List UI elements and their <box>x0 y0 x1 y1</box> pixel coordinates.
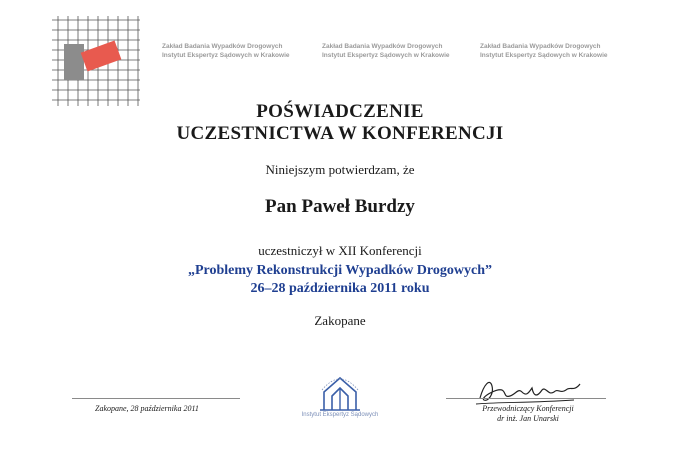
intro-text: Niniejszym potwierdzam, że <box>265 162 415 177</box>
institution-header-2 <box>322 42 472 60</box>
participation-text: uczestniczył w XII Konferencji <box>258 243 422 258</box>
institution-subtitle: Instytut Ekspertyz Sądowych w Krakowie <box>322 52 450 59</box>
institution-name: Zakład Badania Wypadków Drogowych <box>480 43 601 50</box>
place-date: Zakopane, 28 października 2011 <box>95 404 199 413</box>
institution-subtitle: Instytut Ekspertyz Sądowych w Krakowie <box>162 52 290 59</box>
conference-title: „Problemy Rekonstrukcji Wypadków Drogowych” <box>187 263 492 278</box>
certificate-title-line1: POŚWIADCZENIE <box>256 101 424 122</box>
signature-line <box>446 398 606 399</box>
conference-info <box>0 262 680 298</box>
institution-subtitle: Instytut Ekspertyz Sądowych w Krakowie <box>480 52 608 59</box>
signature-icon <box>470 374 588 408</box>
signer-role: Przewodniczący Konferencji <box>482 404 574 413</box>
conference-city: Zakopane <box>314 313 366 328</box>
signer-name: dr inż. Jan Unarski <box>497 414 559 423</box>
institute-emblem-icon <box>316 370 364 414</box>
date-line <box>72 398 240 399</box>
institute-caption: Instytut Ekspertyz Sądowych <box>301 412 379 418</box>
signer-block <box>478 404 578 424</box>
institution-header-3 <box>480 42 630 60</box>
participant-name: Pan Paweł Burdzy <box>265 196 415 217</box>
institution-name: Zakład Badania Wypadków Drogowych <box>322 43 443 50</box>
certificate-title-line2: UCZESTNICTWA W KONFERENCJI <box>176 123 504 144</box>
conference-dates: 26–28 października 2011 roku <box>250 281 430 296</box>
logo-icon <box>48 14 144 110</box>
institution-header-1 <box>162 42 312 60</box>
institution-name: Zakład Badania Wypadków Drogowych <box>162 43 283 50</box>
